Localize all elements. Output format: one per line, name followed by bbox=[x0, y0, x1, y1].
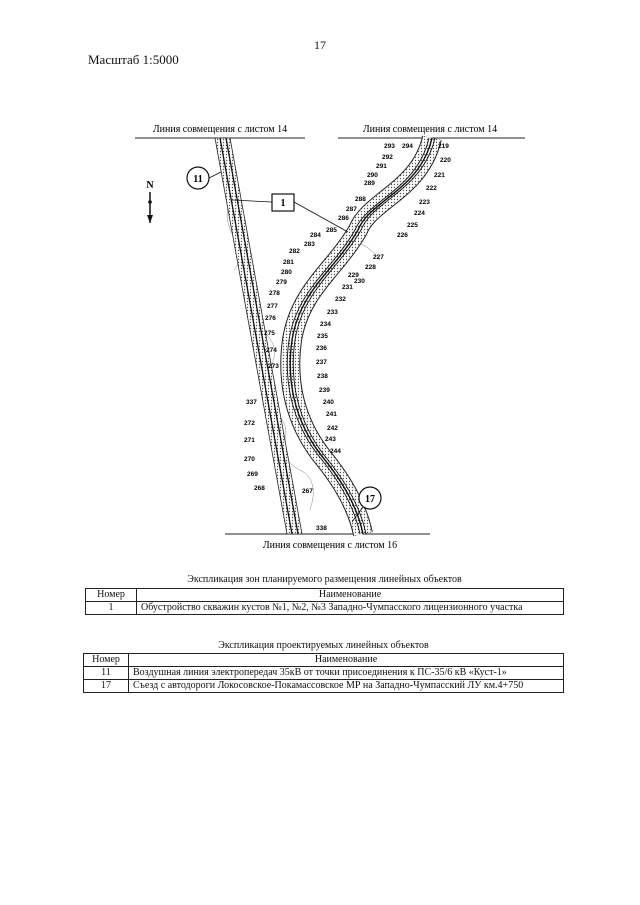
marker-11 bbox=[187, 167, 221, 189]
svg-text:289: 289 bbox=[364, 180, 375, 187]
svg-text:239: 239 bbox=[319, 387, 330, 394]
svg-text:220: 220 bbox=[440, 157, 451, 164]
svg-text:284: 284 bbox=[310, 232, 321, 239]
svg-text:294: 294 bbox=[402, 143, 413, 150]
svg-text:224: 224 bbox=[414, 210, 425, 217]
svg-text:244: 244 bbox=[330, 448, 341, 455]
table-row bbox=[84, 680, 564, 693]
svg-text:277: 277 bbox=[267, 303, 278, 310]
svg-text:235: 235 bbox=[317, 333, 328, 340]
table2-caption: Экспликация проектируемых линейных объектов bbox=[218, 640, 429, 651]
col-number-header: Номер bbox=[84, 654, 129, 667]
svg-text:231: 231 bbox=[342, 284, 353, 291]
north-arrow-icon bbox=[146, 180, 154, 223]
svg-text:229: 229 bbox=[348, 272, 359, 279]
svg-text:269: 269 bbox=[247, 471, 258, 478]
svg-text:1: 1 bbox=[280, 198, 286, 209]
table-row bbox=[84, 667, 564, 680]
svg-text:273: 273 bbox=[268, 363, 279, 370]
svg-text:270: 270 bbox=[244, 456, 255, 463]
map-drawing bbox=[120, 120, 540, 555]
table-header-row bbox=[84, 654, 564, 667]
svg-text:230: 230 bbox=[354, 278, 365, 285]
svg-text:283: 283 bbox=[304, 241, 315, 248]
svg-text:281: 281 bbox=[283, 259, 294, 266]
match-label-bottom: Линия совмещения с листом 16 bbox=[262, 540, 398, 551]
svg-text:337: 337 bbox=[246, 399, 257, 406]
zones-table bbox=[85, 588, 564, 615]
svg-text:232: 232 bbox=[335, 296, 346, 303]
svg-text:236: 236 bbox=[316, 345, 327, 352]
svg-text:227: 227 bbox=[373, 254, 384, 261]
svg-text:237: 237 bbox=[316, 359, 327, 366]
svg-text:219: 219 bbox=[438, 143, 449, 150]
svg-text:276: 276 bbox=[265, 315, 276, 322]
svg-text:11: 11 bbox=[193, 174, 203, 185]
svg-text:279: 279 bbox=[276, 279, 287, 286]
svg-text:234: 234 bbox=[320, 321, 331, 328]
svg-text:286: 286 bbox=[338, 215, 349, 222]
svg-text:287: 287 bbox=[346, 206, 357, 213]
col-number-header: Номер bbox=[86, 589, 137, 602]
svg-text:293: 293 bbox=[384, 143, 395, 150]
svg-text:290: 290 bbox=[367, 172, 378, 179]
row-name: Воздушная линия электропередач 35кВ от точки присоединения к ПС-35/6 кВ «Куст-1» bbox=[129, 667, 564, 680]
svg-text:225: 225 bbox=[407, 222, 418, 229]
table-row bbox=[86, 602, 564, 615]
svg-text:292: 292 bbox=[382, 154, 393, 161]
svg-text:291: 291 bbox=[376, 163, 387, 170]
svg-text:228: 228 bbox=[365, 264, 376, 271]
svg-text:274: 274 bbox=[266, 347, 277, 354]
match-label-top-right: Линия совмещения с листом 14 bbox=[362, 124, 498, 135]
svg-text:226: 226 bbox=[397, 232, 408, 239]
map-scale: Масштаб 1:5000 bbox=[88, 52, 179, 67]
svg-text:223: 223 bbox=[419, 199, 430, 206]
row-name: Съезд с автодороги Локосовское-Покамассовское МР на Западно-Чумпасский ЛУ км.4+750 bbox=[129, 680, 564, 693]
svg-text:285: 285 bbox=[326, 227, 337, 234]
svg-text:338: 338 bbox=[316, 525, 327, 532]
col-name-header: Наименование bbox=[129, 654, 564, 667]
table1-caption: Экспликация зон планируемого размещения линейных объектов bbox=[187, 574, 462, 585]
svg-text:268: 268 bbox=[254, 485, 265, 492]
svg-text:243: 243 bbox=[325, 436, 336, 443]
row-name: Обустройство скважин кустов №1, №2, №3 Западно-Чумпасского лицензионного участка bbox=[137, 602, 564, 615]
svg-text:278: 278 bbox=[269, 290, 280, 297]
table-header-row bbox=[86, 589, 564, 602]
svg-text:288: 288 bbox=[355, 196, 366, 203]
svg-text:272: 272 bbox=[244, 420, 255, 427]
svg-text:N: N bbox=[146, 180, 154, 191]
svg-text:280: 280 bbox=[281, 269, 292, 276]
match-label-top-left: Линия совмещения с листом 14 bbox=[152, 124, 288, 135]
svg-text:242: 242 bbox=[327, 425, 338, 432]
row-number: 1 bbox=[86, 602, 137, 615]
page-number: 17 bbox=[314, 38, 326, 52]
svg-text:238: 238 bbox=[317, 373, 328, 380]
svg-text:275: 275 bbox=[264, 330, 275, 337]
svg-text:282: 282 bbox=[289, 248, 300, 255]
row-number: 11 bbox=[84, 667, 129, 680]
svg-text:222: 222 bbox=[426, 185, 437, 192]
svg-text:17: 17 bbox=[365, 494, 375, 505]
col-name-header: Наименование bbox=[137, 589, 564, 602]
svg-text:221: 221 bbox=[434, 172, 445, 179]
linear-objects-table bbox=[83, 653, 564, 693]
svg-text:233: 233 bbox=[327, 309, 338, 316]
svg-text:241: 241 bbox=[326, 411, 337, 418]
row-number: 17 bbox=[84, 680, 129, 693]
svg-text:267: 267 bbox=[302, 488, 313, 495]
svg-text:271: 271 bbox=[244, 437, 255, 444]
svg-text:240: 240 bbox=[323, 399, 334, 406]
